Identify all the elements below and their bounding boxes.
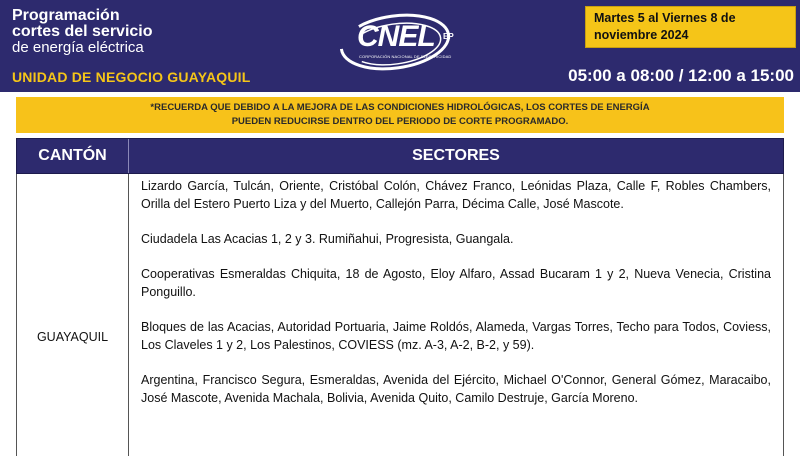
sector-group-3: Cooperativas Esmeraldas Chiquita, 18 de Agosto, Eloy Alfaro, Assad Bucaram 1 y 2, Nueva Venecia, Cristina Ponguillo.	[141, 267, 771, 299]
column-header-sectores: SECTORES	[412, 147, 500, 164]
sector-group-4: Bloques de las Acacias, Autoridad Portuaria, Jaime Roldós, Alameda, Vargas Torres, Techo para Todos, Coviess, Los Claveles 1 y 2, Los Palestinos, COVIESS (mz. A-3, A-2, B-2, y 59).	[141, 320, 771, 352]
table-header	[16, 138, 784, 174]
canton-name: GUAYAQUIL	[36, 330, 109, 344]
header-banner	[0, 0, 800, 92]
cnel-logo	[335, 10, 475, 78]
schedule-hours: 05:00 a 08:00 / 12:00 a 15:00	[568, 66, 794, 85]
sector-group-5: Argentina, Francisco Segura, Esmeraldas, Avenida del Ejército, Michael O'Connor, General Gómez, Maracaibo, José Mascote, Avenida Machala, Bolivia, Avenida Quito, Camilo Destruje, García Moreno.	[141, 373, 771, 405]
column-header-canton: CANTÓN	[17, 139, 129, 173]
program-title	[12, 8, 242, 56]
table-body	[16, 174, 784, 456]
logo-brand: CNEL	[357, 20, 435, 53]
title-line-2: cortes del servicio	[12, 23, 153, 40]
sectors-cell	[129, 174, 783, 424]
notice-line-1: *RECUERDA QUE DEBIDO A LA MEJORA DE LAS CONDICIONES HIDROLÓGICAS, LOS CORTES DE ENERGÍA	[150, 102, 650, 113]
logo-suffix: EP	[443, 32, 454, 41]
logo-corp-name: CORPORACIÓN NACIONAL DE ELECTRICIDAD	[359, 54, 452, 59]
notice-line-2: PUEDEN REDUCIRSE DENTRO DEL PERIODO DE CORTE PROGRAMADO.	[231, 116, 569, 127]
notice-banner	[16, 97, 784, 133]
title-line-3: de energía eléctrica	[12, 39, 144, 56]
sector-group-1: Lizardo García, Tulcán, Oriente, Cristóbal Colón, Chávez Franco, Leónidas Plaza, Calle F, Robles Chambers, Orilla del Estero Puerto Liza y del Muerto, Callejón Parra, Décima Calle, José Mascote.	[141, 179, 771, 211]
business-unit: UNIDAD DE NEGOCIO GUAYAQUIL	[12, 69, 251, 85]
date-range-box: Martes 5 al Viernes 8 de noviembre 2024	[585, 6, 796, 48]
sector-group-2: Ciudadela Las Acacias 1, 2 y 3. Rumiñahui, Progresista, Guangala.	[141, 232, 514, 246]
canton-cell	[17, 174, 129, 456]
title-line-1: Programación	[12, 7, 120, 24]
